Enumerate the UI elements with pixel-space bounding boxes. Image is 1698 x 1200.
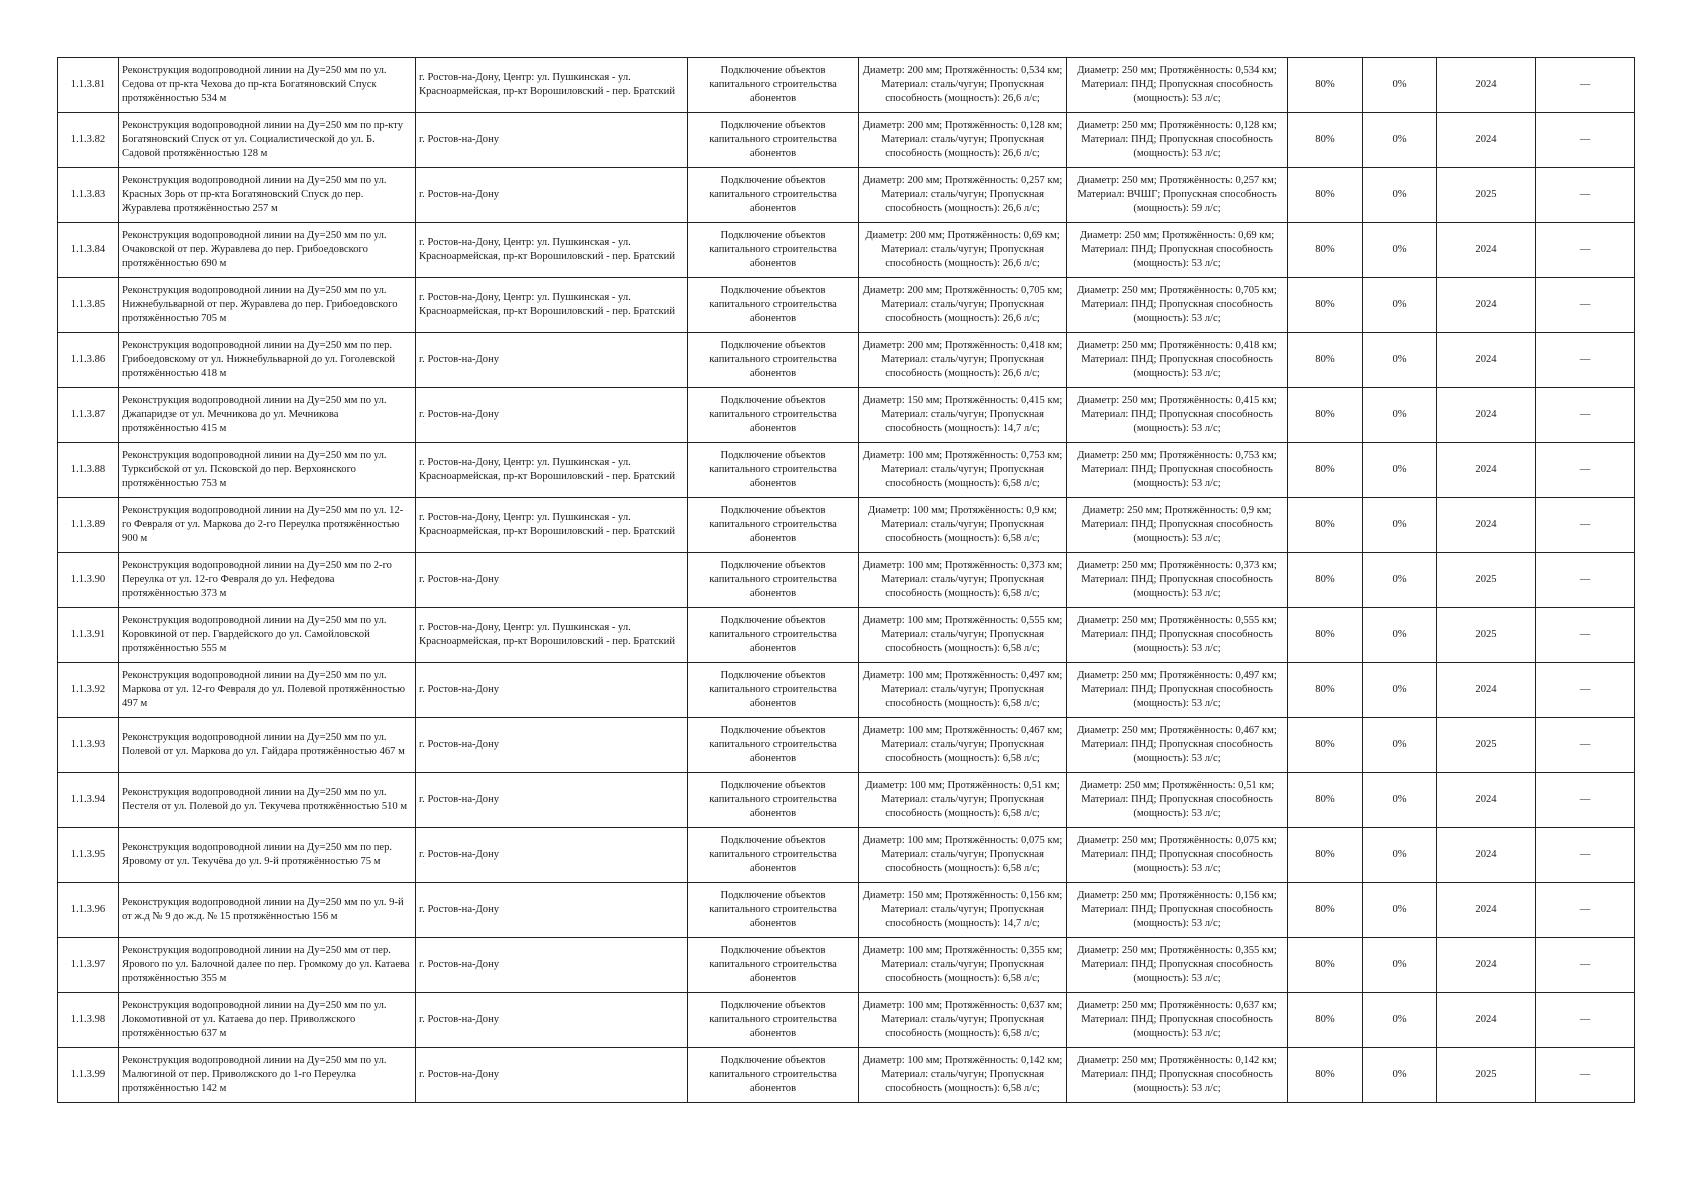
project-purpose: Подключение объектов капитального строительства абонентов — [688, 553, 859, 608]
percent-2: 0% — [1363, 58, 1437, 113]
project-name: Реконструкция водопроводной линии на Ду=250 мм по ул. Локомотивной от ул. Катаева до пер. Приволжского протяжённостью 637 м — [119, 993, 416, 1048]
note: — — [1536, 498, 1635, 553]
project-name: Реконструкция водопроводной линии на Ду=250 мм по пер. Грибоедовскому от ул. Нижнебульварной до ул. Гоголевской протяжённостью 418 м — [119, 333, 416, 388]
percent-2: 0% — [1363, 443, 1437, 498]
project-name: Реконструкция водопроводной линии на Ду=250 мм по ул. Турксибской от ул. Псковской до пер. Верхоянского протяжённостью 753 м — [119, 443, 416, 498]
project-purpose: Подключение объектов капитального строительства абонентов — [688, 1048, 859, 1103]
specs-after: Диаметр: 250 мм; Протяжённость: 0,142 км; Материал: ПНД; Пропускная способность (мощность): 53 л/с; — [1067, 1048, 1288, 1103]
project-address: г. Ростов-на-Дону — [416, 883, 688, 938]
specs-before: Диаметр: 100 мм; Протяжённость: 0,355 км; Материал: сталь/чугун; Пропускная способность (мощность): 6,58 л/с; — [859, 938, 1067, 993]
completion-year: 2025 — [1437, 1048, 1536, 1103]
specs-after: Диаметр: 250 мм; Протяжённость: 0,415 км; Материал: ПНД; Пропускная способность (мощность): 53 л/с; — [1067, 388, 1288, 443]
project-purpose: Подключение объектов капитального строительства абонентов — [688, 113, 859, 168]
project-purpose: Подключение объектов капитального строительства абонентов — [688, 773, 859, 828]
percent-2: 0% — [1363, 883, 1437, 938]
completion-year: 2025 — [1437, 553, 1536, 608]
project-purpose: Подключение объектов капитального строительства абонентов — [688, 443, 859, 498]
project-purpose: Подключение объектов капитального строительства абонентов — [688, 938, 859, 993]
completion-year: 2024 — [1437, 333, 1536, 388]
percent-2: 0% — [1363, 388, 1437, 443]
row-number: 1.1.3.83 — [58, 168, 119, 223]
percent-1: 80% — [1288, 443, 1363, 498]
specs-before: Диаметр: 200 мм; Протяжённость: 0,257 км; Материал: сталь/чугун; Пропускная способность (мощность): 26,6 л/с; — [859, 168, 1067, 223]
specs-after: Диаметр: 250 мм; Протяжённость: 0,534 км; Материал: ПНД; Пропускная способность (мощность): 53 л/с; — [1067, 58, 1288, 113]
project-address: г. Ростов-на-Дону, Центр: ул. Пушкинская - ул. Красноармейская, пр-кт Ворошиловский - пер. Братский — [416, 498, 688, 553]
table-row — [58, 333, 1635, 388]
project-purpose: Подключение объектов капитального строительства абонентов — [688, 223, 859, 278]
completion-year: 2024 — [1437, 663, 1536, 718]
specs-after: Диаметр: 250 мм; Протяжённость: 0,497 км; Материал: ПНД; Пропускная способность (мощность): 53 л/с; — [1067, 663, 1288, 718]
note: — — [1536, 333, 1635, 388]
note: — — [1536, 443, 1635, 498]
project-name: Реконструкция водопроводной линии на Ду=250 мм по ул. Красных Зорь от пр-кта Богатяновский Спуск до пер. Журавлева протяжённостью 257 м — [119, 168, 416, 223]
percent-2: 0% — [1363, 333, 1437, 388]
table-row — [58, 443, 1635, 498]
completion-year: 2024 — [1437, 938, 1536, 993]
table-row — [58, 58, 1635, 113]
specs-before: Диаметр: 100 мм; Протяжённость: 0,753 км; Материал: сталь/чугун; Пропускная способность (мощность): 6,58 л/с; — [859, 443, 1067, 498]
project-purpose: Подключение объектов капитального строительства абонентов — [688, 278, 859, 333]
specs-before: Диаметр: 200 мм; Протяжённость: 0,69 км; Материал: сталь/чугун; Пропускная способность (мощность): 26,6 л/с; — [859, 223, 1067, 278]
specs-after: Диаметр: 250 мм; Протяжённость: 0,637 км; Материал: ПНД; Пропускная способность (мощность): 53 л/с; — [1067, 993, 1288, 1048]
project-address: г. Ростов-на-Дону, Центр: ул. Пушкинская - ул. Красноармейская, пр-кт Ворошиловский - пер. Братский — [416, 443, 688, 498]
project-name: Реконструкция водопроводной линии на Ду=250 мм по ул. Коровкиной от пер. Гвардейского до ул. Самойловской протяжённостью 555 м — [119, 608, 416, 663]
specs-after: Диаметр: 250 мм; Протяжённость: 0,257 км; Материал: ВЧШГ; Пропускная способность (мощность): 59 л/с; — [1067, 168, 1288, 223]
row-number: 1.1.3.92 — [58, 663, 119, 718]
percent-1: 80% — [1288, 498, 1363, 553]
percent-2: 0% — [1363, 718, 1437, 773]
percent-1: 80% — [1288, 608, 1363, 663]
percent-1: 80% — [1288, 223, 1363, 278]
percent-1: 80% — [1288, 938, 1363, 993]
project-name: Реконструкция водопроводной линии на Ду=250 мм по пер. Яровому от ул. Текучёва до ул. 9-й протяжённостью 75 м — [119, 828, 416, 883]
project-address: г. Ростов-на-Дону — [416, 773, 688, 828]
project-address: г. Ростов-на-Дону — [416, 718, 688, 773]
note: — — [1536, 58, 1635, 113]
project-address: г. Ростов-на-Дону, Центр: ул. Пушкинская - ул. Красноармейская, пр-кт Ворошиловский - пер. Братский — [416, 608, 688, 663]
completion-year: 2024 — [1437, 773, 1536, 828]
specs-after: Диаметр: 250 мм; Протяжённость: 0,555 км; Материал: ПНД; Пропускная способность (мощность): 53 л/с; — [1067, 608, 1288, 663]
specs-after: Диаметр: 250 мм; Протяжённость: 0,705 км; Материал: ПНД; Пропускная способность (мощность): 53 л/с; — [1067, 278, 1288, 333]
table-row — [58, 938, 1635, 993]
row-number: 1.1.3.91 — [58, 608, 119, 663]
table-row — [58, 388, 1635, 443]
specs-before: Диаметр: 150 мм; Протяжённость: 0,156 км; Материал: сталь/чугун; Пропускная способность (мощность): 14,7 л/с; — [859, 883, 1067, 938]
percent-1: 80% — [1288, 388, 1363, 443]
specs-after: Диаметр: 250 мм; Протяжённость: 0,156 км; Материал: ПНД; Пропускная способность (мощность): 53 л/с; — [1067, 883, 1288, 938]
percent-2: 0% — [1363, 168, 1437, 223]
completion-year: 2025 — [1437, 608, 1536, 663]
project-address: г. Ростов-на-Дону — [416, 1048, 688, 1103]
specs-after: Диаметр: 250 мм; Протяжённость: 0,467 км; Материал: ПНД; Пропускная способность (мощность): 53 л/с; — [1067, 718, 1288, 773]
percent-2: 0% — [1363, 773, 1437, 828]
project-name: Реконструкция водопроводной линии на Ду=250 мм по ул. Маркова от ул. 12-го Февраля до ул. Полевой протяжённостью 497 м — [119, 663, 416, 718]
project-address: г. Ростов-на-Дону — [416, 168, 688, 223]
percent-1: 80% — [1288, 113, 1363, 168]
row-number: 1.1.3.96 — [58, 883, 119, 938]
completion-year: 2024 — [1437, 58, 1536, 113]
project-purpose: Подключение объектов капитального строительства абонентов — [688, 608, 859, 663]
project-purpose: Подключение объектов капитального строительства абонентов — [688, 388, 859, 443]
project-name: Реконструкция водопроводной линии на Ду=250 мм по ул. Седова от пр-кта Чехова до пр-кта Богатяновский Спуск протяжённостью 534 м — [119, 58, 416, 113]
specs-after: Диаметр: 250 мм; Протяжённость: 0,355 км; Материал: ПНД; Пропускная способность (мощность): 53 л/с; — [1067, 938, 1288, 993]
specs-before: Диаметр: 100 мм; Протяжённость: 0,637 км; Материал: сталь/чугун; Пропускная способность (мощность): 6,58 л/с; — [859, 993, 1067, 1048]
specs-before: Диаметр: 100 мм; Протяжённость: 0,075 км; Материал: сталь/чугун; Пропускная способность (мощность): 6,58 л/с; — [859, 828, 1067, 883]
note: — — [1536, 553, 1635, 608]
specs-before: Диаметр: 200 мм; Протяжённость: 0,705 км; Материал: сталь/чугун; Пропускная способность (мощность): 26,6 л/с; — [859, 278, 1067, 333]
completion-year: 2024 — [1437, 993, 1536, 1048]
specs-after: Диаметр: 250 мм; Протяжённость: 0,128 км; Материал: ПНД; Пропускная способность (мощность): 53 л/с; — [1067, 113, 1288, 168]
completion-year: 2024 — [1437, 388, 1536, 443]
specs-before: Диаметр: 150 мм; Протяжённость: 0,415 км; Материал: сталь/чугун; Пропускная способность (мощность): 14,7 л/с; — [859, 388, 1067, 443]
project-name: Реконструкция водопроводной линии на Ду=250 мм по ул. Полевой от ул. Маркова до ул. Гайдара протяжённостью 467 м — [119, 718, 416, 773]
percent-1: 80% — [1288, 718, 1363, 773]
completion-year: 2025 — [1437, 718, 1536, 773]
percent-2: 0% — [1363, 993, 1437, 1048]
note: — — [1536, 168, 1635, 223]
percent-2: 0% — [1363, 223, 1437, 278]
project-purpose: Подключение объектов капитального строительства абонентов — [688, 718, 859, 773]
project-purpose: Подключение объектов капитального строительства абонентов — [688, 333, 859, 388]
project-name: Реконструкция водопроводной линии на Ду=250 мм от пер. Ярового по ул. Балочной далее по пер. Громкому до ул. Катаева протяжённостью 355 м — [119, 938, 416, 993]
percent-1: 80% — [1288, 773, 1363, 828]
percent-2: 0% — [1363, 113, 1437, 168]
row-number: 1.1.3.89 — [58, 498, 119, 553]
specs-before: Диаметр: 200 мм; Протяжённость: 0,128 км; Материал: сталь/чугун; Пропускная способность (мощность): 26,6 л/с; — [859, 113, 1067, 168]
specs-before: Диаметр: 100 мм; Протяжённость: 0,9 км; Материал: сталь/чугун; Пропускная способность (мощность): 6,58 л/с; — [859, 498, 1067, 553]
percent-2: 0% — [1363, 553, 1437, 608]
table-row — [58, 278, 1635, 333]
row-number: 1.1.3.97 — [58, 938, 119, 993]
project-name: Реконструкция водопроводной линии на Ду=250 мм по 2-го Переулка от ул. 12-го Февраля до ул. Нефедова протяжённостью 373 м — [119, 553, 416, 608]
project-purpose: Подключение объектов капитального строительства абонентов — [688, 663, 859, 718]
project-address: г. Ростов-на-Дону, Центр: ул. Пушкинская - ул. Красноармейская, пр-кт Ворошиловский - пер. Братский — [416, 223, 688, 278]
specs-before: Диаметр: 200 мм; Протяжённость: 0,534 км; Материал: сталь/чугун; Пропускная способность (мощность): 26,6 л/с; — [859, 58, 1067, 113]
row-number: 1.1.3.88 — [58, 443, 119, 498]
project-purpose: Подключение объектов капитального строительства абонентов — [688, 168, 859, 223]
project-purpose: Подключение объектов капитального строительства абонентов — [688, 828, 859, 883]
project-address: г. Ростов-на-Дону — [416, 938, 688, 993]
specs-after: Диаметр: 250 мм; Протяжённость: 0,075 км; Материал: ПНД; Пропускная способность (мощность): 53 л/с; — [1067, 828, 1288, 883]
specs-before: Диаметр: 100 мм; Протяжённость: 0,555 км; Материал: сталь/чугун; Пропускная способность (мощность): 6,58 л/с; — [859, 608, 1067, 663]
table-row — [58, 553, 1635, 608]
note: — — [1536, 718, 1635, 773]
specs-before: Диаметр: 200 мм; Протяжённость: 0,418 км; Материал: сталь/чугун; Пропускная способность (мощность): 26,6 л/с; — [859, 333, 1067, 388]
project-name: Реконструкция водопроводной линии на Ду=250 мм по пр-кту Богатяновский Спуск от ул. Социалистической до ул. Б. Садовой протяжённостью 128 м — [119, 113, 416, 168]
table-row — [58, 718, 1635, 773]
percent-1: 80% — [1288, 553, 1363, 608]
completion-year: 2024 — [1437, 443, 1536, 498]
specs-after: Диаметр: 250 мм; Протяжённость: 0,418 км; Материал: ПНД; Пропускная способность (мощность): 53 л/с; — [1067, 333, 1288, 388]
percent-2: 0% — [1363, 608, 1437, 663]
percent-1: 80% — [1288, 58, 1363, 113]
percent-1: 80% — [1288, 1048, 1363, 1103]
project-name: Реконструкция водопроводной линии на Ду=250 мм по ул. Очаковской от пер. Журавлева до пер. Грибоедовского протяжённостью 690 м — [119, 223, 416, 278]
completion-year: 2024 — [1437, 113, 1536, 168]
investment-program-table — [57, 57, 1635, 1103]
row-number: 1.1.3.82 — [58, 113, 119, 168]
completion-year: 2025 — [1437, 168, 1536, 223]
row-number: 1.1.3.99 — [58, 1048, 119, 1103]
specs-before: Диаметр: 100 мм; Протяжённость: 0,373 км; Материал: сталь/чугун; Пропускная способность (мощность): 6,58 л/с; — [859, 553, 1067, 608]
row-number: 1.1.3.94 — [58, 773, 119, 828]
note: — — [1536, 278, 1635, 333]
note: — — [1536, 883, 1635, 938]
table-body — [58, 58, 1635, 1103]
specs-after: Диаметр: 250 мм; Протяжённость: 0,753 км; Материал: ПНД; Пропускная способность (мощность): 53 л/с; — [1067, 443, 1288, 498]
row-number: 1.1.3.84 — [58, 223, 119, 278]
project-name: Реконструкция водопроводной линии на Ду=250 мм по ул. Пестеля от ул. Полевой до ул. Текучева протяжённостью 510 м — [119, 773, 416, 828]
project-purpose: Подключение объектов капитального строительства абонентов — [688, 993, 859, 1048]
percent-2: 0% — [1363, 1048, 1437, 1103]
note: — — [1536, 1048, 1635, 1103]
specs-after: Диаметр: 250 мм; Протяжённость: 0,9 км; Материал: ПНД; Пропускная способность (мощность): 53 л/с; — [1067, 498, 1288, 553]
project-address: г. Ростов-на-Дону, Центр: ул. Пушкинская - ул. Красноармейская, пр-кт Ворошиловский - пер. Братский — [416, 58, 688, 113]
row-number: 1.1.3.93 — [58, 718, 119, 773]
table-row — [58, 223, 1635, 278]
table-row — [58, 168, 1635, 223]
row-number: 1.1.3.87 — [58, 388, 119, 443]
project-name: Реконструкция водопроводной линии на Ду=250 мм по ул. 12-го Февраля от ул. Маркова до 2-го Переулка протяжённостью 900 м — [119, 498, 416, 553]
project-address: г. Ростов-на-Дону — [416, 388, 688, 443]
completion-year: 2024 — [1437, 828, 1536, 883]
specs-before: Диаметр: 100 мм; Протяжённость: 0,142 км; Материал: сталь/чугун; Пропускная способность (мощность): 6,58 л/с; — [859, 1048, 1067, 1103]
completion-year: 2024 — [1437, 278, 1536, 333]
percent-1: 80% — [1288, 168, 1363, 223]
note: — — [1536, 828, 1635, 883]
percent-1: 80% — [1288, 883, 1363, 938]
completion-year: 2024 — [1437, 223, 1536, 278]
project-address: г. Ростов-на-Дону — [416, 663, 688, 718]
project-address: г. Ростов-на-Дону, Центр: ул. Пушкинская - ул. Красноармейская, пр-кт Ворошиловский - пер. Братский — [416, 278, 688, 333]
row-number: 1.1.3.95 — [58, 828, 119, 883]
project-purpose: Подключение объектов капитального строительства абонентов — [688, 883, 859, 938]
project-address: г. Ростов-на-Дону — [416, 113, 688, 168]
percent-1: 80% — [1288, 333, 1363, 388]
table-row — [58, 993, 1635, 1048]
note: — — [1536, 938, 1635, 993]
project-name: Реконструкция водопроводной линии на Ду=250 мм по ул. Джапаридзе от ул. Мечникова до ул. Мечникова протяжённостью 415 м — [119, 388, 416, 443]
percent-2: 0% — [1363, 828, 1437, 883]
completion-year: 2024 — [1437, 498, 1536, 553]
percent-2: 0% — [1363, 278, 1437, 333]
row-number: 1.1.3.81 — [58, 58, 119, 113]
note: — — [1536, 993, 1635, 1048]
row-number: 1.1.3.85 — [58, 278, 119, 333]
percent-2: 0% — [1363, 663, 1437, 718]
project-address: г. Ростов-на-Дону — [416, 993, 688, 1048]
specs-before: Диаметр: 100 мм; Протяжённость: 0,51 км; Материал: сталь/чугун; Пропускная способность (мощность): 6,58 л/с; — [859, 773, 1067, 828]
percent-1: 80% — [1288, 663, 1363, 718]
specs-after: Диаметр: 250 мм; Протяжённость: 0,373 км; Материал: ПНД; Пропускная способность (мощность): 53 л/с; — [1067, 553, 1288, 608]
percent-2: 0% — [1363, 498, 1437, 553]
project-address: г. Ростов-на-Дону — [416, 828, 688, 883]
table-row — [58, 608, 1635, 663]
note: — — [1536, 773, 1635, 828]
completion-year: 2024 — [1437, 883, 1536, 938]
note: — — [1536, 608, 1635, 663]
project-purpose: Подключение объектов капитального строительства абонентов — [688, 58, 859, 113]
note: — — [1536, 223, 1635, 278]
specs-before: Диаметр: 100 мм; Протяжённость: 0,467 км; Материал: сталь/чугун; Пропускная способность (мощность): 6,58 л/с; — [859, 718, 1067, 773]
percent-1: 80% — [1288, 828, 1363, 883]
note: — — [1536, 663, 1635, 718]
specs-after: Диаметр: 250 мм; Протяжённость: 0,51 км; Материал: ПНД; Пропускная способность (мощность): 53 л/с; — [1067, 773, 1288, 828]
row-number: 1.1.3.86 — [58, 333, 119, 388]
table-row — [58, 113, 1635, 168]
table-row — [58, 828, 1635, 883]
project-name: Реконструкция водопроводной линии на Ду=250 мм по ул. Малюгиной от пер. Приволжского до 1-го Переулка протяжённостью 142 м — [119, 1048, 416, 1103]
row-number: 1.1.3.90 — [58, 553, 119, 608]
document-page — [57, 57, 1634, 1103]
percent-1: 80% — [1288, 278, 1363, 333]
note: — — [1536, 388, 1635, 443]
table-row — [58, 663, 1635, 718]
note: — — [1536, 113, 1635, 168]
table-row — [58, 1048, 1635, 1103]
percent-1: 80% — [1288, 993, 1363, 1048]
specs-before: Диаметр: 100 мм; Протяжённость: 0,497 км; Материал: сталь/чугун; Пропускная способность (мощность): 6,58 л/с; — [859, 663, 1067, 718]
table-row — [58, 773, 1635, 828]
project-address: г. Ростов-на-Дону — [416, 553, 688, 608]
project-name: Реконструкция водопроводной линии на Ду=250 мм по ул. 9-й от ж.д № 9 до ж.д. № 15 протяжённостью 156 м — [119, 883, 416, 938]
specs-after: Диаметр: 250 мм; Протяжённость: 0,69 км; Материал: ПНД; Пропускная способность (мощность): 53 л/с; — [1067, 223, 1288, 278]
table-row — [58, 498, 1635, 553]
percent-2: 0% — [1363, 938, 1437, 993]
row-number: 1.1.3.98 — [58, 993, 119, 1048]
project-purpose: Подключение объектов капитального строительства абонентов — [688, 498, 859, 553]
project-address: г. Ростов-на-Дону — [416, 333, 688, 388]
table-row — [58, 883, 1635, 938]
project-name: Реконструкция водопроводной линии на Ду=250 мм по ул. Нижнебульварной от пер. Журавлева до пер. Грибоедовского протяжённостью 705 м — [119, 278, 416, 333]
